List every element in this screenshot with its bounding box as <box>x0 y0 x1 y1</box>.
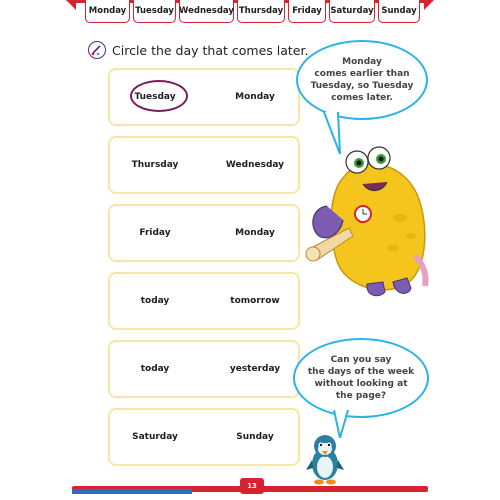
bubble-top-line: comes later. <box>331 93 393 103</box>
monster-illustration <box>305 136 430 301</box>
bubble-bottom-line: without looking at <box>314 379 408 389</box>
speech-bubble-bottom <box>293 338 429 418</box>
word-right[interactable]: Monday <box>235 92 275 102</box>
bubble-top-line: Monday <box>342 57 382 67</box>
word-left[interactable]: Saturday <box>132 432 178 442</box>
word-right[interactable]: Wednesday <box>225 160 285 170</box>
answer-box[interactable] <box>108 272 300 330</box>
word-left[interactable]: Thursday <box>131 160 179 170</box>
instruction-text: Circle the day that comes later. <box>112 42 309 58</box>
day-tab-sunday: Sunday <box>378 0 420 23</box>
bubble-bottom-line: Can you say <box>330 355 392 365</box>
pencil-icon <box>88 41 106 59</box>
answer-box[interactable] <box>108 68 300 126</box>
bubble-bottom-line: the page? <box>335 391 387 401</box>
word-right[interactable]: yesterday <box>229 364 281 374</box>
answer-box[interactable] <box>108 136 300 194</box>
word-left[interactable]: Friday <box>139 228 171 238</box>
answer-box[interactable] <box>108 204 300 262</box>
word-left[interactable]: Tuesday <box>134 92 176 102</box>
word-left[interactable]: today <box>140 296 170 306</box>
day-tabs <box>85 0 420 26</box>
top-left-corner <box>66 0 76 10</box>
word-right[interactable]: Sunday <box>236 432 274 442</box>
bubble-top-line: comes earlier than <box>314 69 410 79</box>
day-tab-monday: Monday <box>85 0 130 23</box>
bottom-border-accent <box>72 489 192 494</box>
page-number: 13 <box>240 478 264 494</box>
bubble-top-line: Tuesday, so Tuesday <box>310 81 414 91</box>
answer-box[interactable] <box>108 408 300 466</box>
word-left[interactable]: today <box>140 364 170 374</box>
day-tab-saturday: Saturday <box>329 0 375 23</box>
day-tab-thursday: Thursday <box>237 0 285 23</box>
day-tab-friday: Friday <box>288 0 326 23</box>
top-right-corner <box>424 0 434 10</box>
bubble-bottom-line: the days of the week <box>307 367 415 377</box>
day-tab-tuesday: Tuesday <box>133 0 176 23</box>
word-right[interactable]: Monday <box>235 228 275 238</box>
instruction-row <box>88 38 308 62</box>
word-right[interactable]: tomorrow <box>230 296 280 306</box>
day-tab-wednesday: Wednesday <box>179 0 234 23</box>
speech-bubble-top <box>296 40 428 120</box>
answer-box[interactable] <box>108 340 300 398</box>
penguin-illustration <box>305 432 345 486</box>
